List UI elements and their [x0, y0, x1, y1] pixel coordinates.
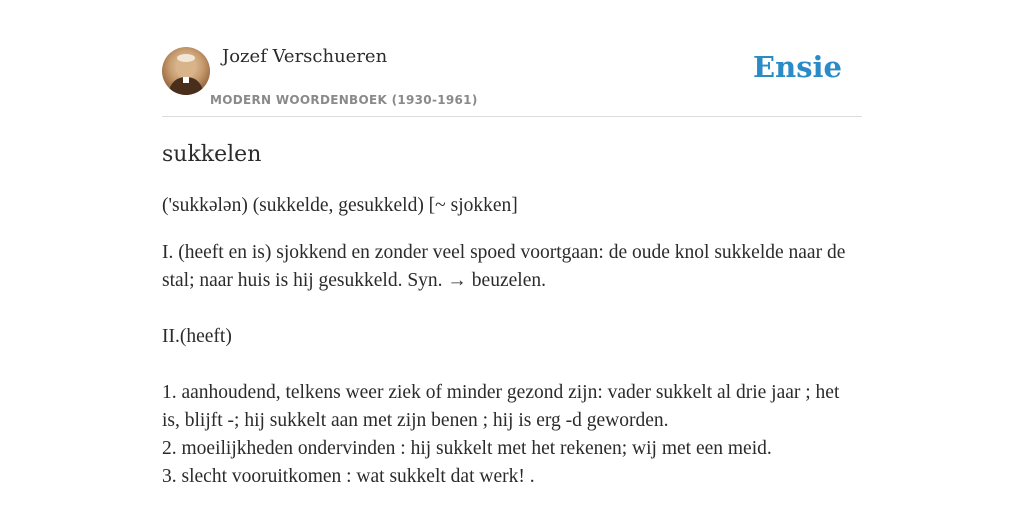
author-name[interactable]: Jozef Verschueren — [222, 46, 388, 67]
entry-header — [162, 0, 862, 117]
entry-term: sukkelen — [162, 142, 262, 167]
definition-1: I. (heeft en is) sjokkend en zonder veel spoed voortgaan: de oude knol sukkelde naar de stal; naar huis is hij gesukkeld. Syn. → beuzelen. — [162, 242, 851, 291]
entry-card — [162, 0, 862, 512]
definition-2-items: 1. aanhoudend, telkens weer ziek of minder gezond zijn: vader sukkelt al drie jaar ; het is, blijft -; hij sukkelt aan met zijn benen ; hij is erg -d geworden. 2. moeilijkheden ondervinden : hij sukkelt met het rekenen; wij met een meid. 3. slecht vooruitkomen : wat sukkelt dat werk! . — [162, 382, 840, 487]
dictionary-source[interactable]: MODERN WOORDENBOEK (1930-1961) — [210, 93, 478, 107]
definition-2-heading: II.(heeft) — [162, 326, 232, 347]
author-avatar[interactable] — [162, 47, 210, 95]
entry-pronunciation: ('sukkələn) (sukkelde, gesukkeld) [~ sjokken] — [162, 195, 518, 216]
portrait-icon — [162, 47, 210, 95]
ensie-logo[interactable]: Ensie — [753, 50, 842, 84]
